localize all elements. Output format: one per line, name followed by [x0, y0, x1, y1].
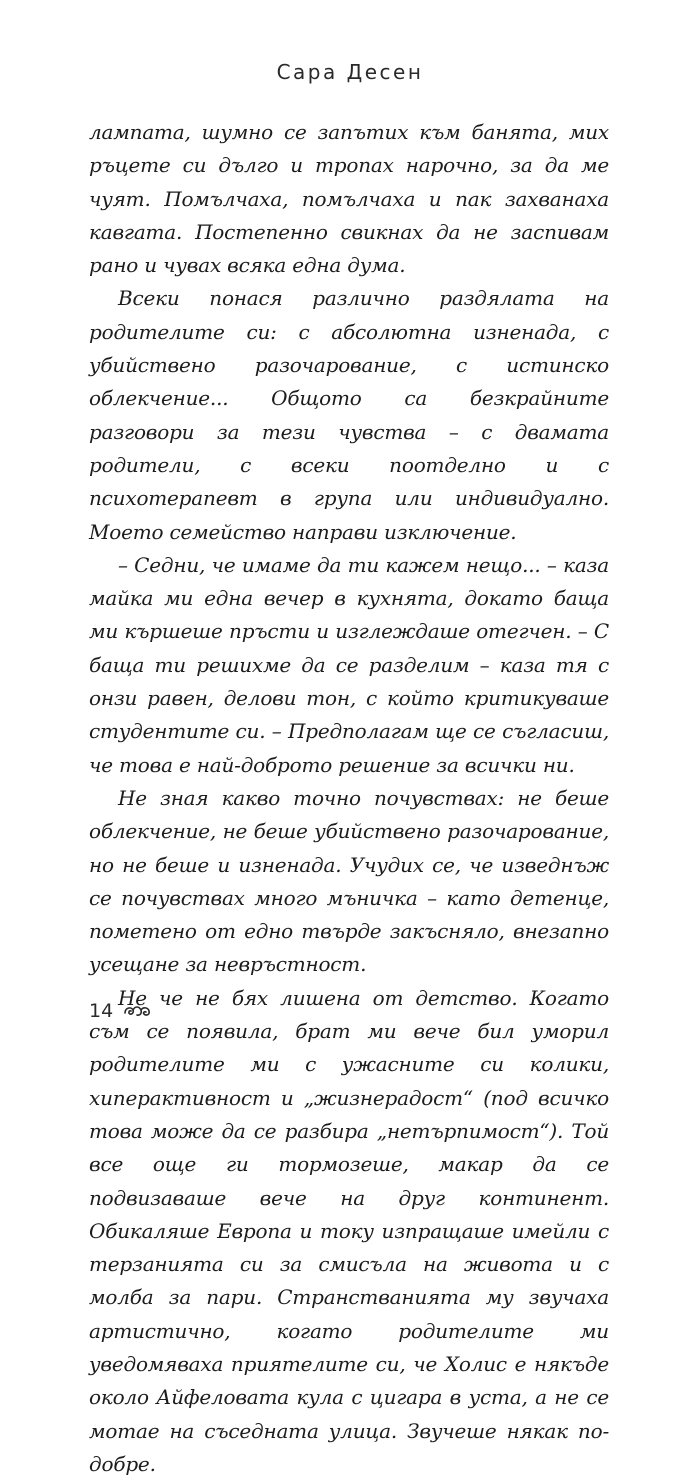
- paragraph-1: лампата, шумно се запътих към банята, мих ръцете си дълго и тропах нарочно, за да ме чуят. Помълчаха, помълчаха и пак захванаха кавгата. Постепенно свикнах да не заспивам рано и чувах всяка една дума.: [89, 120, 609, 278]
- page-footer: [89, 1000, 151, 1022]
- body-text: [89, 116, 609, 1481]
- running-head-author: Сара Десен: [276, 60, 424, 84]
- paragraph-2: Всеки понася различно раздялата на родителите си: с абсолютна изненада, с убийствено разочарование, с истинско облекчение... Общото са безкрайните разговори за тези чувства – с двамата родители, с всеки поотделно и с психотерапевт в група или индивидуално. Моето семейство направи изключение.: [89, 286, 609, 544]
- paragraph-3: – Седни, че имаме да ти кажем нещо... – каза майка ми една вечер в кухнята, докато баща ми кършеше пръсти и изглеждаше отегчен. – С баща ти решихме да се разделим – каза тя с онзи равен, делови тон, с който критикуваше студентите си. – Предполагам ще се съгласиш, че това е най-доброто решение за всички ни.: [89, 552, 609, 777]
- paragraph-4: Не зная какво точно почувствах: не беше облекчение, не беше убийствено разочарование, но не беше и изненада. Учудих се, че изведнъж се почувствах много мъничка – като детенце, пометено от едно твърде закъсняло, внезапно усещане за невръстност.: [89, 785, 609, 977]
- page-number: 14: [89, 1000, 114, 1022]
- fleuron-ornament-icon: [123, 1002, 151, 1020]
- paragraph-5: Не че не бях лишена от детство. Когато съм се появила, брат ми вече бил уморил родителите ми с ужасните си колики, хиперактивност и „жизнерадост“ (под всичко това може да се разбира „нетърпимост“). Той все още ги тормозеше, макар да се подвизаваше вече на друг континент. Обикаляше Европа и току изпращаше имейли с терзанията си за смисъла на живота и с молба за пари. Странстванията му звучаха артистично, когато родителите ми уведомяваха приятелите си, че Холис е някъде около Айфеловата кула с цигара в уста, а не се мотае на съседната улица. Звучеше някак по-добре.: [89, 985, 609, 1476]
